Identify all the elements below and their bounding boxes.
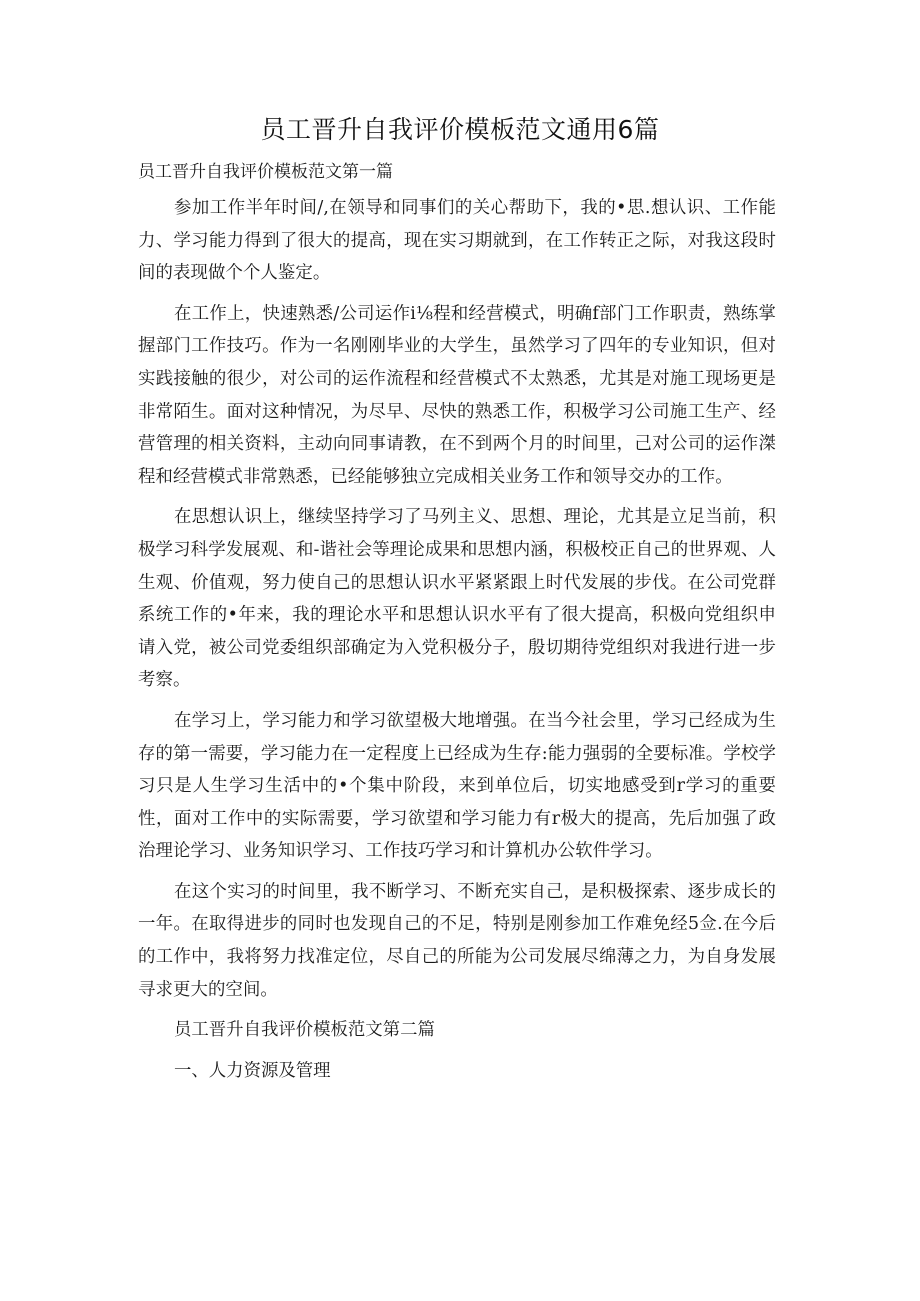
section-heading-second: 员工晋升自我评价模板范文第二篇 xyxy=(174,1020,435,1041)
paragraph: 在这个实习的时间里，我不断学习、不断充实自己，是积极探索、逐步成长的一年。在取得进步的同时也发现自己的不足，特别是刚参加工作难免经5佥.在今后的工作中，我将努力找准定位，尽自己的所能为公司发展尽绵薄之力，为自身发展寻求更大的空间。 xyxy=(138,881,776,1000)
paragraph: 参加工作半年时间/,在领导和同事们的关心帮助下，我的•思.想认识、工作能力、学习能力得到了很大的提高，现在实习期就到，在工作转正之际，对我这段时间的表现做个个人鉴定。 xyxy=(138,198,776,284)
paragraph: 在思想认识上，继续坚持学习了马列主义、思想、理论，尤其是立足当前，积极学习科学发展观、和-谐社会等理论成果和思想内涵，积极校正自己的世界观、人生观、价值观，努力使自己的思想认识水平紧紧跟上时代发展的步伐。在公司党群系统工作的•年来，我的理论水平和思想认识水平有了很大提高，积极向党组织申请入党，被公司党委组织部确定为入党积极分子，殷切期待党组织对我进行进一步考察。 xyxy=(138,507,776,691)
paragraph: 在工作上，快速熟悉/公司运作i⅛程和经营模式，明确f部门工作职责，熟练掌握部门工作技巧。作为一名刚刚毕业的大学生，虽然学习了四年的专业知识，但对实践接触的很少，对公司的运作流程和经营模式不太熟悉，尤其是对施工现场更是非常陌生。面对这种情况，为尽早、尽快的熟悉工作，积极学习公司施工生产、经营管理的相关资料，主动向同事请教，在不到两个月的时间里，己对公司的运作滐程和经营模式非常熟悉，已经能够独立完成相关业务工作和领导交办的工作。 xyxy=(138,303,776,487)
paragraph: 在学习上，学习能力和学习欲望极大地增强。在当今社会里，学习己经成为生存的第一需要，学习能力在一定程度上已经成为生存:能力强弱的全要标准。学校学习只是人生学习生活中的•个集中阶段，来到单位后，切实地感受到r学习的重要性，面对工作中的实际需要，学习欲望和学习能力有r极大的提高，先后加强了政治理论学习、业务知识学习、工作技巧学习和计算机办公软件学习。 xyxy=(138,710,776,862)
document-body xyxy=(138,192,776,1095)
section-item-heading: 一、人力资源及管理 xyxy=(174,1060,331,1081)
document-title: 员工晋升自我评价模板范文通用6篇 xyxy=(260,115,660,144)
section-heading-first: 员工晋升自我评价模板范文第一篇 xyxy=(138,162,393,182)
